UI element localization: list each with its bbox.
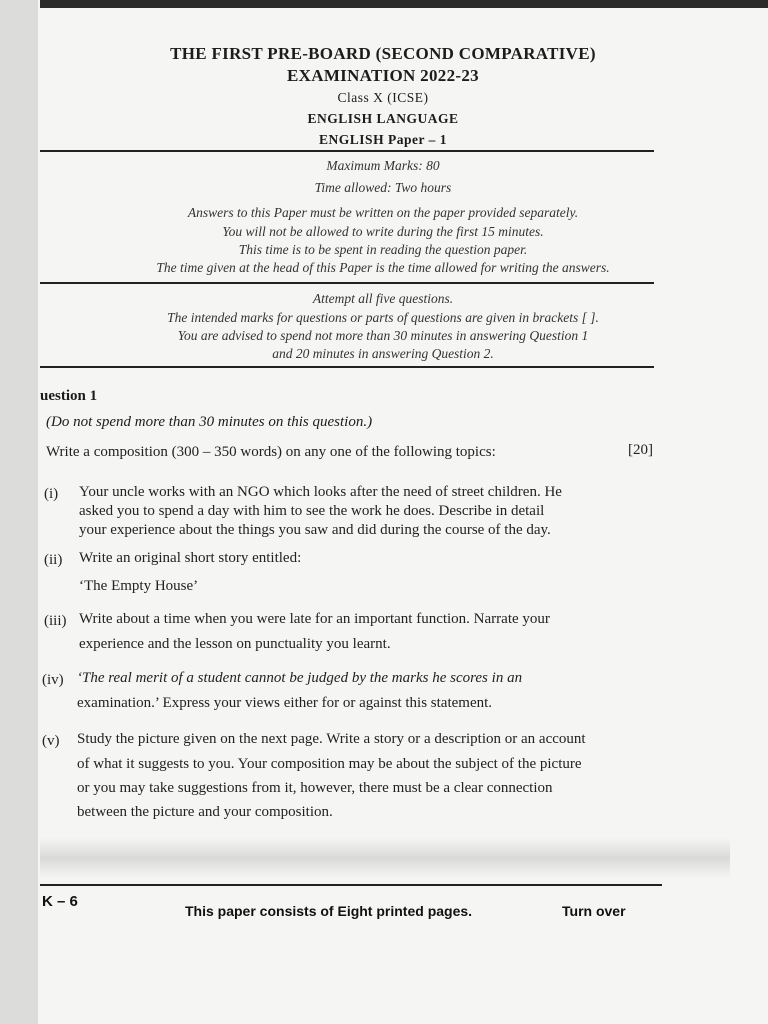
instruction-line: Answers to this Paper must be written on the paper provided separately. [187, 205, 579, 220]
instruction-line: This time is to be spent in reading the question paper. [238, 242, 528, 257]
instruction-line: and 20 minutes in answering Question 2. [272, 346, 494, 361]
exam-title-line2: EXAMINATION 2022-23 [287, 66, 479, 85]
instruction-line: You will not be allowed to write during the first 15 minutes. [222, 224, 544, 239]
question-heading: uestion 1 [40, 388, 98, 404]
instruction-line: The time given at the head of this Paper is the time allowed for writing the answers. [156, 260, 610, 275]
page-top-edge [40, 0, 768, 8]
instruction-line: Attempt all five questions. [312, 291, 454, 306]
exam-title-line1: THE FIRST PRE-BOARD (SECOND COMPARATIVE) [170, 44, 596, 63]
item-number: (v) [42, 733, 60, 749]
max-marks: Maximum Marks: 80 [326, 158, 440, 173]
instruction-line: You are advised to spend not more than 30 minutes in answering Question 1 [177, 328, 589, 343]
page-count-note: This paper consists of Eight printed pages. [185, 903, 473, 919]
item-line: examination.’ Express your views either for or against this statement. [77, 695, 493, 711]
instructions-bottom-divider [40, 366, 654, 368]
instructions-divider [40, 282, 654, 284]
item-line: Study the picture given on the next page. Write a story or a description or an account [77, 731, 586, 747]
paper-label: ENGLISH Paper – 1 [319, 132, 447, 147]
item-line: ‘The Empty House’ [79, 578, 199, 594]
item-line: between the picture and your composition. [77, 804, 333, 820]
item-number: (iii) [44, 613, 67, 629]
print-smudge [40, 838, 730, 878]
turn-over-label: Turn over [562, 903, 626, 919]
item-number: (iv) [42, 672, 64, 688]
item-line: asked you to spend a day with him to see the work he does. Describe in detail [79, 503, 545, 519]
item-line: of what it suggests to you. Your composition may be about the subject of the picture [77, 756, 582, 772]
item-line: your experience about the things you saw and did during the course of the day. [79, 522, 551, 538]
item-line: ‘The real merit of a student cannot be judged by the marks he scores in an [77, 670, 523, 686]
class-label: Class X (ICSE) [337, 90, 429, 105]
subject-label: ENGLISH LANGUAGE [307, 111, 459, 126]
item-number: (i) [44, 486, 59, 502]
header-divider [40, 150, 654, 152]
item-line: Write an original short story entitled: [79, 550, 302, 566]
item-line: Your uncle works with an NGO which looks after the need of street children. He [79, 484, 562, 500]
question-marks: [20] [628, 442, 653, 458]
page-left-edge [0, 0, 38, 1024]
question-note: (Do not spend more than 30 minutes on this question.) [46, 414, 373, 430]
footer-divider [40, 884, 662, 886]
item-number: (ii) [44, 552, 63, 568]
item-line: Write about a time when you were late for an important function. Narrate your [79, 611, 550, 627]
instruction-line: The intended marks for questions or parts of questions are given in brackets [ ]. [167, 310, 599, 325]
item-line: experience and the lesson on punctuality you learnt. [79, 636, 391, 652]
time-allowed: Time allowed: Two hours [314, 180, 452, 195]
page-code: K – 6 [42, 893, 78, 910]
question-prompt: Write a composition (300 – 350 words) on any one of the following topics: [46, 444, 496, 460]
item-line: or you may take suggestions from it, however, there must be a clear connection [77, 780, 553, 796]
